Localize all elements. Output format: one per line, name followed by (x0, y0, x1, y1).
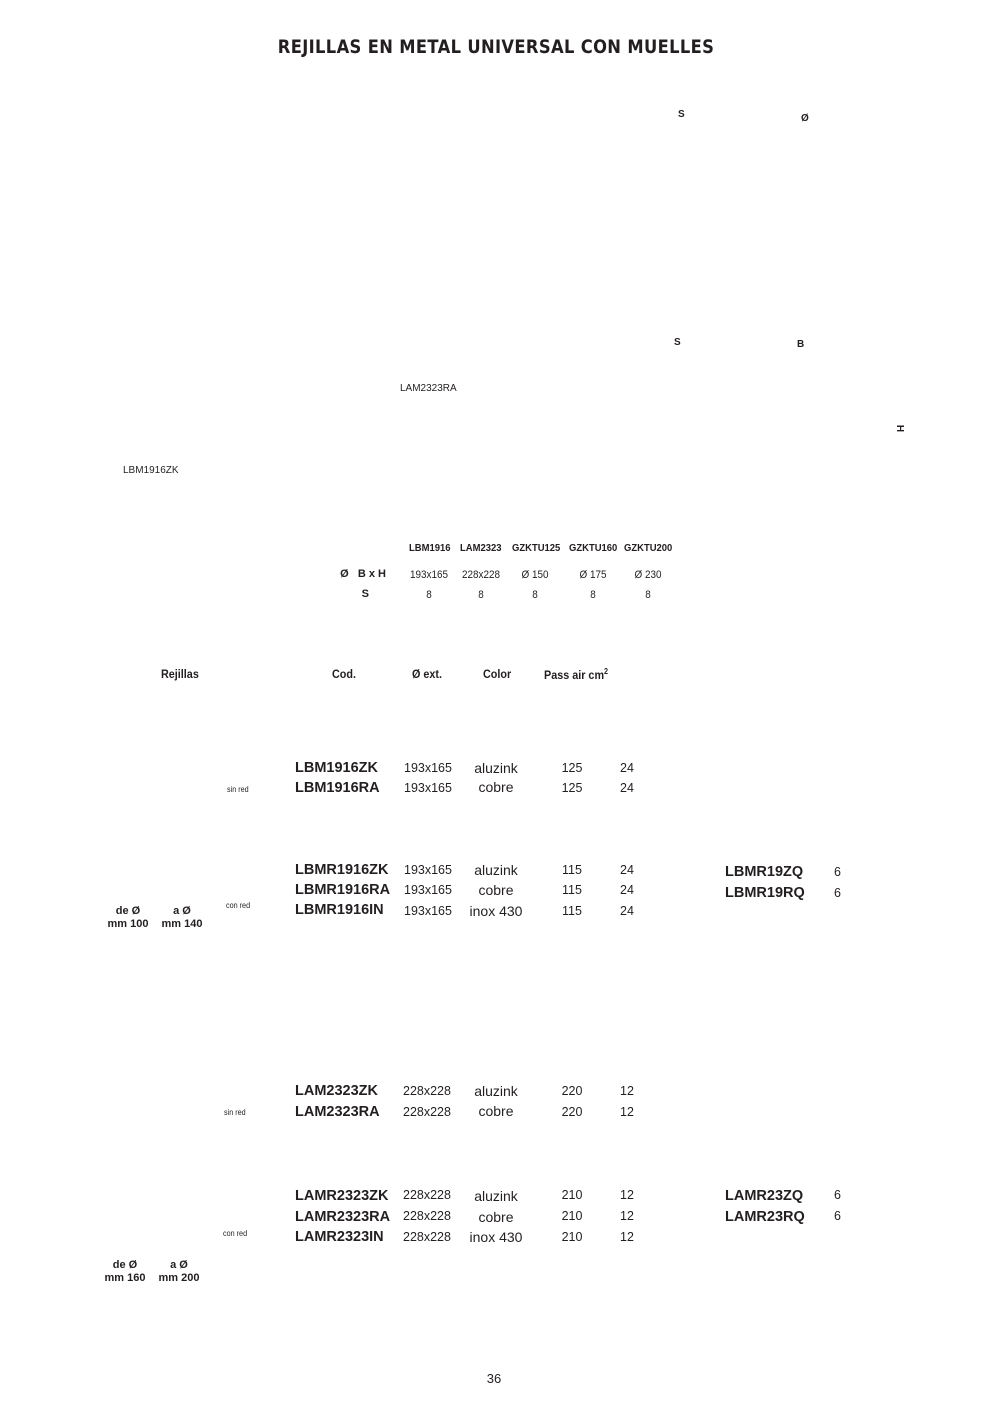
product-dim: 193x165 (404, 781, 452, 795)
diagram-diameter-label: Ø (801, 113, 809, 124)
accessory-qty: 6 (834, 886, 841, 900)
spec-header: GZKTU125 (512, 542, 561, 554)
spec-header: GZKTU160 (569, 542, 618, 554)
accessory-code: LBMR19ZQ (725, 864, 804, 880)
product-color: aluzink (474, 862, 518, 878)
product-dim: 193x165 (404, 883, 452, 897)
product-pass: 115 (562, 883, 582, 897)
spec-header: LAM2323 (460, 542, 502, 554)
product-code: LAMR2323ZK (295, 1188, 389, 1204)
product-qty: 24 (620, 863, 634, 877)
product-qty: 12 (620, 1188, 634, 1202)
product-code: LAMR2323RA (295, 1209, 391, 1225)
header-pass-air: Pass air $cm^2$ (544, 667, 609, 682)
product-qty: 24 (620, 883, 634, 897)
product-qty: 12 (620, 1230, 634, 1244)
page-title: REJILLAS EN METAL UNIVERSAL CON MUELLES (277, 36, 715, 58)
spec-row-label: S (361, 588, 369, 600)
spec-value: Ø 230 (634, 569, 662, 581)
accessory-code: LBMR19RQ (725, 885, 805, 901)
product-pass: 210 (561, 1230, 583, 1244)
product-pass: 210 (561, 1188, 583, 1202)
product-qty: 24 (620, 761, 634, 775)
product-code: LAM2323ZK (295, 1083, 378, 1099)
caption-lbm1916zk: LBM1916ZK (123, 465, 179, 476)
product-code: LAMR2323IN (295, 1229, 384, 1245)
spec-header: LBM1916 (409, 542, 451, 554)
range-from: de Ø mm 100 (107, 905, 149, 930)
product-color: inox 430 (469, 903, 523, 919)
product-dim: 228x228 (403, 1105, 451, 1119)
product-color: cobre (478, 1103, 514, 1119)
diagram-s-label: S (678, 109, 685, 120)
product-qty: 12 (620, 1209, 634, 1223)
spec-value: 8 (590, 589, 596, 601)
product-dim: 228x228 (403, 1084, 451, 1098)
range-from: de Ø mm 160 (104, 1259, 146, 1284)
product-qty: 24 (620, 781, 634, 795)
spec-value: 8 (532, 589, 538, 601)
spec-value: Ø 150 (521, 569, 549, 581)
product-pass: 115 (562, 863, 582, 877)
header-ext: Ø ext. (412, 667, 443, 681)
header-cod: Cod. (332, 667, 357, 681)
accessory-qty: 6 (834, 865, 841, 879)
product-pass: 115 (562, 904, 582, 918)
product-color: cobre (478, 1209, 514, 1225)
sin-red-label: sin red (224, 1107, 246, 1117)
product-color: aluzink (474, 1188, 518, 1204)
con-red-label: con red (223, 1228, 248, 1238)
product-code: LBMR1916IN (295, 902, 384, 918)
spec-value: 193x165 (410, 569, 448, 581)
product-color: aluzink (474, 1083, 518, 1099)
accessory-qty: 6 (834, 1188, 841, 1202)
product-code: LBM1916RA (295, 780, 380, 796)
accessory-qty: 6 (834, 1209, 841, 1223)
spec-value: 8 (426, 589, 432, 601)
product-color: aluzink (474, 760, 518, 776)
spec-row-label: Ø B x H (340, 568, 386, 580)
diagram-s-label-2: S (674, 337, 681, 348)
caption-lam2323ra: LAM2323RA (400, 383, 457, 394)
product-pass: 210 (561, 1209, 583, 1223)
product-color: cobre (478, 779, 514, 795)
product-pass: 220 (561, 1105, 583, 1119)
spec-value: Ø 175 (579, 569, 607, 581)
product-dim: 193x165 (404, 904, 452, 918)
product-code: LBMR1916ZK (295, 862, 389, 878)
product-dim: 228x228 (403, 1230, 451, 1244)
product-code: LBM1916ZK (295, 760, 378, 776)
product-dim: 193x165 (404, 761, 452, 775)
accessory-code: LAMR23ZQ (725, 1188, 804, 1204)
product-dim: 228x228 (403, 1188, 451, 1202)
spec-header: GZKTU200 (624, 542, 673, 554)
product-qty: 24 (620, 904, 634, 918)
con-red-label: con red (226, 900, 251, 910)
header-rejillas: Rejillas (161, 667, 199, 681)
range-to: a Ø mm 200 (158, 1259, 200, 1284)
accessory-code: LAMR23RQ (725, 1209, 805, 1225)
header-color: Color (483, 667, 512, 681)
spec-value: 8 (478, 589, 484, 601)
product-color: cobre (478, 882, 514, 898)
product-pass: 220 (561, 1084, 583, 1098)
sin-red-label: sin red (227, 784, 249, 794)
product-color: inox 430 (469, 1229, 523, 1245)
product-code: LBMR1916RA (295, 882, 391, 898)
spec-value: 8 (645, 589, 651, 601)
product-qty: 12 (620, 1084, 634, 1098)
product-pass: 125 (561, 781, 583, 795)
range-to: a Ø mm 140 (161, 905, 203, 930)
diagram-b-label: B (797, 339, 805, 350)
page-number: 36 (486, 1371, 502, 1386)
product-dim: 193x165 (404, 863, 452, 877)
product-dim: 228x228 (403, 1209, 451, 1223)
product-qty: 12 (620, 1105, 634, 1119)
diagram-h-label: H (894, 424, 906, 433)
product-pass: 125 (561, 761, 583, 775)
spec-value: 228x228 (462, 569, 500, 581)
product-code: LAM2323RA (295, 1104, 380, 1120)
